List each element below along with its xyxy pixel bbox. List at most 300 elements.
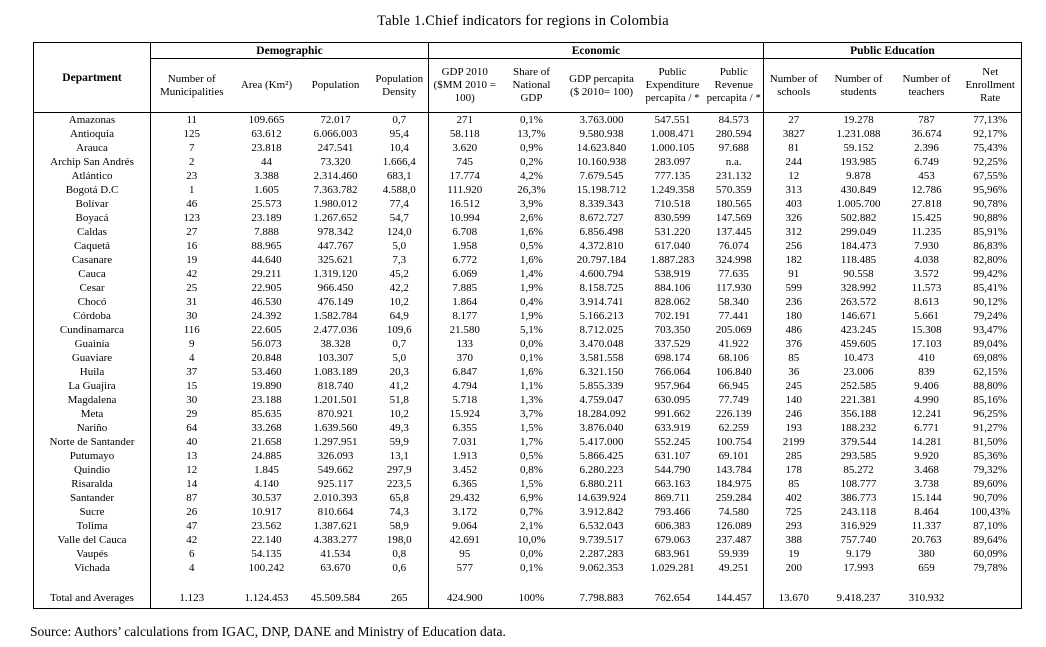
value-cell: 198,0 xyxy=(371,533,429,547)
table-row xyxy=(34,295,1022,309)
value-cell: 247.541 xyxy=(317,142,354,154)
table-row xyxy=(34,519,1022,533)
value-cell: 6.069 xyxy=(452,268,478,280)
value-cell: 6.365 xyxy=(452,478,478,490)
value-cell: 100,43% xyxy=(970,506,1010,518)
value-cell: 4.990 xyxy=(914,394,939,406)
value-cell: 4.038 xyxy=(914,254,939,266)
column-header: Number of Municipalities xyxy=(151,59,233,113)
value-cell: 51,8 xyxy=(371,393,429,407)
value-cell: 10.994 xyxy=(449,212,480,224)
value-cell xyxy=(764,575,824,586)
value-cell: 180.565 xyxy=(705,197,764,211)
value-cell: 380 xyxy=(918,548,935,560)
value-cell: 9.406 xyxy=(914,380,939,392)
value-cell: 58.340 xyxy=(705,295,764,309)
value-cell: 182 xyxy=(785,254,802,266)
table-row xyxy=(34,533,1022,547)
value-cell: 124,0 xyxy=(371,225,429,239)
department-cell: Putumayo xyxy=(34,449,151,463)
value-cell: 25.573 xyxy=(251,198,282,210)
value-cell: 11 xyxy=(186,114,198,126)
value-cell: 787 xyxy=(918,114,935,126)
value-cell: 0,0% xyxy=(520,338,543,350)
value-cell: 18.284.092 xyxy=(576,408,627,420)
value-cell: 91,27% xyxy=(973,422,1008,434)
column-header: Net Enrollment Rate xyxy=(960,59,1022,113)
value-cell: 19.278 xyxy=(843,114,874,126)
value-cell: 4.588,0 xyxy=(371,183,429,197)
value-cell: 79,78% xyxy=(973,562,1008,574)
value-cell: 46 xyxy=(186,198,198,210)
value-cell: 1.605 xyxy=(254,184,279,196)
value-cell: 3.172 xyxy=(452,506,478,518)
value-cell: 64 xyxy=(186,422,198,434)
column-header: Number of schools xyxy=(764,59,824,113)
value-cell xyxy=(301,575,371,586)
value-cell: 237.487 xyxy=(705,533,764,547)
value-cell: 20.848 xyxy=(251,352,282,364)
value-cell: 1.958 xyxy=(452,240,478,252)
table-row xyxy=(34,463,1022,477)
value-cell: 42.691 xyxy=(449,534,480,546)
value-cell: 59.939 xyxy=(705,547,764,561)
value-cell: 58,9 xyxy=(371,519,429,533)
group-header-demographic: Demographic xyxy=(151,43,429,59)
value-cell: 403 xyxy=(785,198,802,210)
value-cell: 5,0 xyxy=(371,351,429,365)
value-cell: 3.581.558 xyxy=(579,352,624,364)
value-cell: 0,1% xyxy=(520,352,543,364)
value-cell: 725 xyxy=(785,506,802,518)
department-cell: Guainía xyxy=(34,337,151,351)
table-row xyxy=(34,155,1022,169)
value-cell: 1.201.501 xyxy=(313,394,358,406)
value-cell xyxy=(429,575,501,586)
value-cell: 13,7% xyxy=(517,128,546,140)
value-cell: 17.993 xyxy=(843,562,874,574)
value-cell: 19.890 xyxy=(251,380,282,392)
column-header: Number of teachers xyxy=(894,59,960,113)
value-cell: 703.350 xyxy=(654,324,691,336)
department-cell: Vichada xyxy=(34,561,151,575)
department-cell: Atlántico xyxy=(34,169,151,183)
value-cell: 424.900 xyxy=(446,592,483,604)
value-cell: 108.777 xyxy=(840,478,877,490)
value-cell: 45.509.584 xyxy=(310,592,361,604)
value-cell: 188.232 xyxy=(840,422,877,434)
value-cell: 252.585 xyxy=(840,380,877,392)
value-cell: 16 xyxy=(186,240,198,252)
table-row xyxy=(34,113,1022,128)
value-cell: 19 xyxy=(186,254,198,266)
value-cell: 4 xyxy=(189,352,195,364)
value-cell: 123 xyxy=(183,212,200,224)
value-cell: 1,6% xyxy=(520,226,543,238)
value-cell: 59.152 xyxy=(843,142,874,154)
department-cell: Risaralda xyxy=(34,477,151,491)
value-cell: 89,60% xyxy=(973,478,1008,490)
value-cell: 54,7 xyxy=(371,211,429,225)
value-cell: 38.328 xyxy=(320,338,351,350)
value-cell: 7.031 xyxy=(452,436,478,448)
value-cell: 2.314.460 xyxy=(313,170,358,182)
value-cell: 423.245 xyxy=(840,324,877,336)
value-cell: 67,55% xyxy=(973,170,1008,182)
value-cell: 10.160.938 xyxy=(576,156,627,168)
value-cell: 12 xyxy=(186,464,198,476)
value-cell: 27 xyxy=(186,226,198,238)
table-row xyxy=(34,435,1022,449)
value-cell: 13.670 xyxy=(778,592,809,604)
value-cell: 21.580 xyxy=(449,324,480,336)
value-cell: 74,3 xyxy=(371,505,429,519)
value-cell: 193.985 xyxy=(840,156,877,168)
value-cell: 745 xyxy=(456,156,473,168)
value-cell: 10,2 xyxy=(371,295,429,309)
value-cell: 1,6% xyxy=(520,254,543,266)
value-cell: 87 xyxy=(186,492,198,504)
value-cell: 259.284 xyxy=(705,491,764,505)
value-cell: 15.924 xyxy=(449,408,480,420)
value-cell: 96,25% xyxy=(973,408,1008,420)
value-cell: 23.189 xyxy=(251,212,282,224)
value-cell: 116 xyxy=(183,324,200,336)
value-cell: 7.885 xyxy=(452,282,478,294)
department-cell xyxy=(34,575,151,586)
value-cell: 325.621 xyxy=(317,254,354,266)
value-cell: 69.101 xyxy=(705,449,764,463)
value-cell: 221.381 xyxy=(840,394,877,406)
value-cell: 570.359 xyxy=(705,183,764,197)
value-cell: 633.919 xyxy=(654,422,691,434)
value-cell: 265 xyxy=(371,586,429,609)
value-cell: 31 xyxy=(186,296,198,308)
value-cell: 7.888 xyxy=(254,226,279,238)
value-cell: 547.551 xyxy=(654,114,691,126)
value-cell: 184.473 xyxy=(840,240,877,252)
value-cell: 285 xyxy=(785,450,802,462)
value-cell: 30 xyxy=(186,394,198,406)
value-cell: 3.452 xyxy=(452,464,478,476)
value-cell: 62.259 xyxy=(705,421,764,435)
value-cell: 20.763 xyxy=(911,534,942,546)
value-cell: 53.460 xyxy=(251,366,282,378)
value-cell: 10.917 xyxy=(251,506,282,518)
value-cell: 818.740 xyxy=(317,380,354,392)
value-cell: 766.064 xyxy=(654,366,691,378)
value-cell: 9.580.938 xyxy=(579,128,624,140)
value-cell: 2 xyxy=(189,156,195,168)
value-cell: 42 xyxy=(186,534,198,546)
value-cell: 884.106 xyxy=(654,282,691,294)
value-cell: 679.063 xyxy=(654,534,691,546)
value-cell: 757.740 xyxy=(840,534,877,546)
value-cell: 77.441 xyxy=(705,309,764,323)
value-cell: 3827 xyxy=(782,128,805,140)
table-row xyxy=(34,127,1022,141)
value-cell: 46.530 xyxy=(251,296,282,308)
value-cell: 12 xyxy=(788,170,800,182)
value-cell: 22.140 xyxy=(251,534,282,546)
value-cell: 293 xyxy=(785,520,802,532)
value-cell: 0,1% xyxy=(520,114,543,126)
value-cell: 36 xyxy=(788,366,800,378)
value-cell: 2.477.036 xyxy=(313,324,358,336)
value-cell: 793.466 xyxy=(654,506,691,518)
value-cell: 0,5% xyxy=(520,450,543,462)
table-row xyxy=(34,505,1022,519)
value-cell: 17.103 xyxy=(911,338,942,350)
value-cell: 20,3 xyxy=(371,365,429,379)
value-cell: 1.845 xyxy=(254,464,279,476)
department-cell: Valle del Cauca xyxy=(34,533,151,547)
table-row xyxy=(34,337,1022,351)
value-cell: 9.920 xyxy=(914,450,939,462)
value-cell: 44 xyxy=(261,156,272,168)
value-cell: 1,1% xyxy=(520,380,543,392)
value-cell: 5.417.000 xyxy=(579,436,624,448)
table-row xyxy=(34,169,1022,183)
value-cell: 85.635 xyxy=(251,408,282,420)
value-cell: 1.387.621 xyxy=(313,520,358,532)
department-cell: Guaviare xyxy=(34,351,151,365)
value-cell: 256 xyxy=(785,240,802,252)
value-cell: 2199 xyxy=(782,436,805,448)
department-cell: Magdalena xyxy=(34,393,151,407)
value-cell: 12.786 xyxy=(911,184,942,196)
value-cell: 77.749 xyxy=(705,393,764,407)
value-cell: 23 xyxy=(186,170,198,182)
value-cell: n.a. xyxy=(705,155,764,169)
value-cell: 111.920 xyxy=(447,184,483,196)
department-header: Department xyxy=(34,43,151,113)
table-row xyxy=(34,183,1022,197)
value-cell: 30 xyxy=(186,310,198,322)
value-cell: 15 xyxy=(186,380,198,392)
value-cell: 11.337 xyxy=(911,520,942,532)
value-cell: 6.749 xyxy=(914,156,939,168)
value-cell: 1.980.012 xyxy=(313,198,358,210)
value-cell: 263.572 xyxy=(840,296,877,308)
value-cell: 82,80% xyxy=(973,254,1008,266)
table-row xyxy=(34,141,1022,155)
value-cell: 10,2 xyxy=(371,407,429,421)
value-cell: 3.912.842 xyxy=(579,506,624,518)
value-cell: 617.040 xyxy=(654,240,691,252)
value-cell: 6,9% xyxy=(520,492,543,504)
value-cell xyxy=(641,575,705,586)
value-cell: 531.220 xyxy=(654,226,691,238)
value-cell: 29 xyxy=(186,408,198,420)
value-cell: 29.211 xyxy=(251,268,282,280)
value-cell: 15.308 xyxy=(911,324,942,336)
value-cell: 184.975 xyxy=(705,477,764,491)
value-cell: 89,64% xyxy=(973,534,1008,546)
value-cell: 1.666,4 xyxy=(371,155,429,169)
department-cell: Casanare xyxy=(34,253,151,267)
value-cell: 90.558 xyxy=(843,268,874,280)
value-cell: 777.135 xyxy=(654,170,691,182)
value-cell: 6.708 xyxy=(452,226,478,238)
value-cell: 978.342 xyxy=(317,226,354,238)
value-cell: 41.534 xyxy=(320,548,351,560)
value-cell: 95,4 xyxy=(371,127,429,141)
department-cell: Tolima xyxy=(34,519,151,533)
value-cell: 337.529 xyxy=(654,338,691,350)
value-cell: 991.662 xyxy=(654,408,691,420)
value-cell: 15.144 xyxy=(911,492,942,504)
value-cell: 1,9% xyxy=(520,310,543,322)
value-cell: 16.512 xyxy=(449,198,480,210)
value-cell: 231.132 xyxy=(705,169,764,183)
value-cell: 85 xyxy=(788,478,800,490)
value-cell: 0,7 xyxy=(371,337,429,351)
value-cell: 1.005.700 xyxy=(836,198,881,210)
value-cell: 44.640 xyxy=(251,254,282,266)
value-cell xyxy=(151,575,233,586)
value-cell: 1.297.951 xyxy=(313,436,358,448)
value-cell: 1,5% xyxy=(520,478,543,490)
value-cell: 316.929 xyxy=(840,520,877,532)
department-cell: Boyacá xyxy=(34,211,151,225)
value-cell: 85,36% xyxy=(973,450,1008,462)
value-cell: 103.307 xyxy=(317,352,354,364)
value-cell: 90,78% xyxy=(973,198,1008,210)
value-cell: 2.396 xyxy=(914,142,939,154)
table-row xyxy=(34,211,1022,225)
value-cell: 62,15% xyxy=(973,366,1008,378)
value-cell: 45,2 xyxy=(371,267,429,281)
value-cell: 40 xyxy=(186,436,198,448)
value-cell: 683,1 xyxy=(371,169,429,183)
value-cell: 88,80% xyxy=(973,380,1008,392)
value-cell: 1,7% xyxy=(520,436,543,448)
value-cell: 6 xyxy=(189,548,195,560)
value-cell: 47 xyxy=(186,520,198,532)
value-cell: 9.179 xyxy=(846,548,871,560)
value-cell: 870.921 xyxy=(317,408,354,420)
value-cell: 144.457 xyxy=(705,586,764,609)
value-cell: 1.083.189 xyxy=(313,366,358,378)
value-cell: 17.774 xyxy=(449,170,480,182)
value-cell: 1.639.560 xyxy=(313,422,358,434)
column-header: Number of students xyxy=(824,59,894,113)
value-cell: 502.882 xyxy=(840,212,877,224)
value-cell: 63.612 xyxy=(251,128,282,140)
value-cell: 925.117 xyxy=(317,478,354,490)
value-cell: 957.964 xyxy=(654,380,691,392)
value-cell: 85.272 xyxy=(843,464,874,476)
table-row xyxy=(34,281,1022,295)
value-cell: 6.066.003 xyxy=(313,128,358,140)
value-cell: 79,24% xyxy=(973,310,1008,322)
value-cell: 21.658 xyxy=(251,436,282,448)
department-cell: Vaupés xyxy=(34,547,151,561)
department-cell: Meta xyxy=(34,407,151,421)
value-cell: 118.485 xyxy=(840,254,877,266)
table-row xyxy=(34,351,1022,365)
value-cell: 3.388 xyxy=(254,170,279,182)
value-cell: 244 xyxy=(785,156,802,168)
indicators-table xyxy=(33,42,1022,609)
value-cell: 299.049 xyxy=(840,226,877,238)
value-cell: 1 xyxy=(189,184,195,196)
value-cell: 6.880.211 xyxy=(579,478,624,490)
value-cell: 631.107 xyxy=(654,450,691,462)
value-cell: 2,1% xyxy=(520,520,543,532)
value-cell: 663.163 xyxy=(654,478,691,490)
value-cell: 869.711 xyxy=(654,492,691,504)
value-cell: 106.840 xyxy=(705,365,764,379)
value-cell: 72.017 xyxy=(320,114,351,126)
value-cell: 24.392 xyxy=(251,310,282,322)
value-cell: 14.281 xyxy=(911,436,942,448)
value-cell: 7.798.883 xyxy=(579,592,624,604)
value-cell: 577 xyxy=(456,562,473,574)
value-cell: 1,5% xyxy=(520,422,543,434)
group-header-economic: Economic xyxy=(429,43,764,59)
value-cell: 310.932 xyxy=(908,592,945,604)
table-row xyxy=(34,561,1022,575)
value-cell: 0,9% xyxy=(520,142,543,154)
value-cell: 33.268 xyxy=(251,422,282,434)
value-cell: 486 xyxy=(785,324,802,336)
value-cell: 1.000.105 xyxy=(650,142,695,154)
department-cell: Cundinamarca xyxy=(34,323,151,337)
department-cell: Total and Averages xyxy=(34,586,151,609)
value-cell: 27 xyxy=(788,114,800,126)
table-row xyxy=(34,449,1022,463)
value-cell: 9.064 xyxy=(452,520,478,532)
value-cell: 0,8 xyxy=(371,547,429,561)
value-cell: 226.139 xyxy=(705,407,764,421)
value-cell: 63.670 xyxy=(320,562,351,574)
table-row xyxy=(34,491,1022,505)
value-cell: 328.992 xyxy=(840,282,877,294)
value-cell: 810.664 xyxy=(317,506,354,518)
department-cell: Amazonas xyxy=(34,113,151,128)
value-cell: 476.149 xyxy=(317,296,354,308)
value-cell: 6.771 xyxy=(914,422,939,434)
value-cell: 710.518 xyxy=(654,198,691,210)
value-cell: 1.123 xyxy=(179,592,205,604)
value-cell: 4.372.810 xyxy=(579,240,624,252)
value-cell: 8.712.025 xyxy=(579,324,624,336)
spacer-row xyxy=(34,575,1022,586)
value-cell: 6.856.498 xyxy=(579,226,624,238)
value-cell: 76.074 xyxy=(705,239,764,253)
value-cell xyxy=(563,575,641,586)
department-cell: Nariño xyxy=(34,421,151,435)
value-cell: 73.320 xyxy=(320,156,351,168)
value-cell: 2.010.393 xyxy=(313,492,358,504)
value-cell: 180 xyxy=(785,310,802,322)
table-row xyxy=(34,323,1022,337)
value-cell: 683.961 xyxy=(654,548,691,560)
value-cell: 77.635 xyxy=(705,267,764,281)
value-cell: 0,5% xyxy=(520,240,543,252)
value-cell: 7,3 xyxy=(371,253,429,267)
value-cell: 4.600.794 xyxy=(579,268,624,280)
value-cell: 146.671 xyxy=(840,310,877,322)
department-cell: Huila xyxy=(34,365,151,379)
value-cell: 1.319.120 xyxy=(313,268,358,280)
value-cell: 90,70% xyxy=(973,492,1008,504)
value-cell: 4.140 xyxy=(254,478,279,490)
value-cell: 95,96% xyxy=(973,184,1008,196)
department-cell: Norte de Santander xyxy=(34,435,151,449)
